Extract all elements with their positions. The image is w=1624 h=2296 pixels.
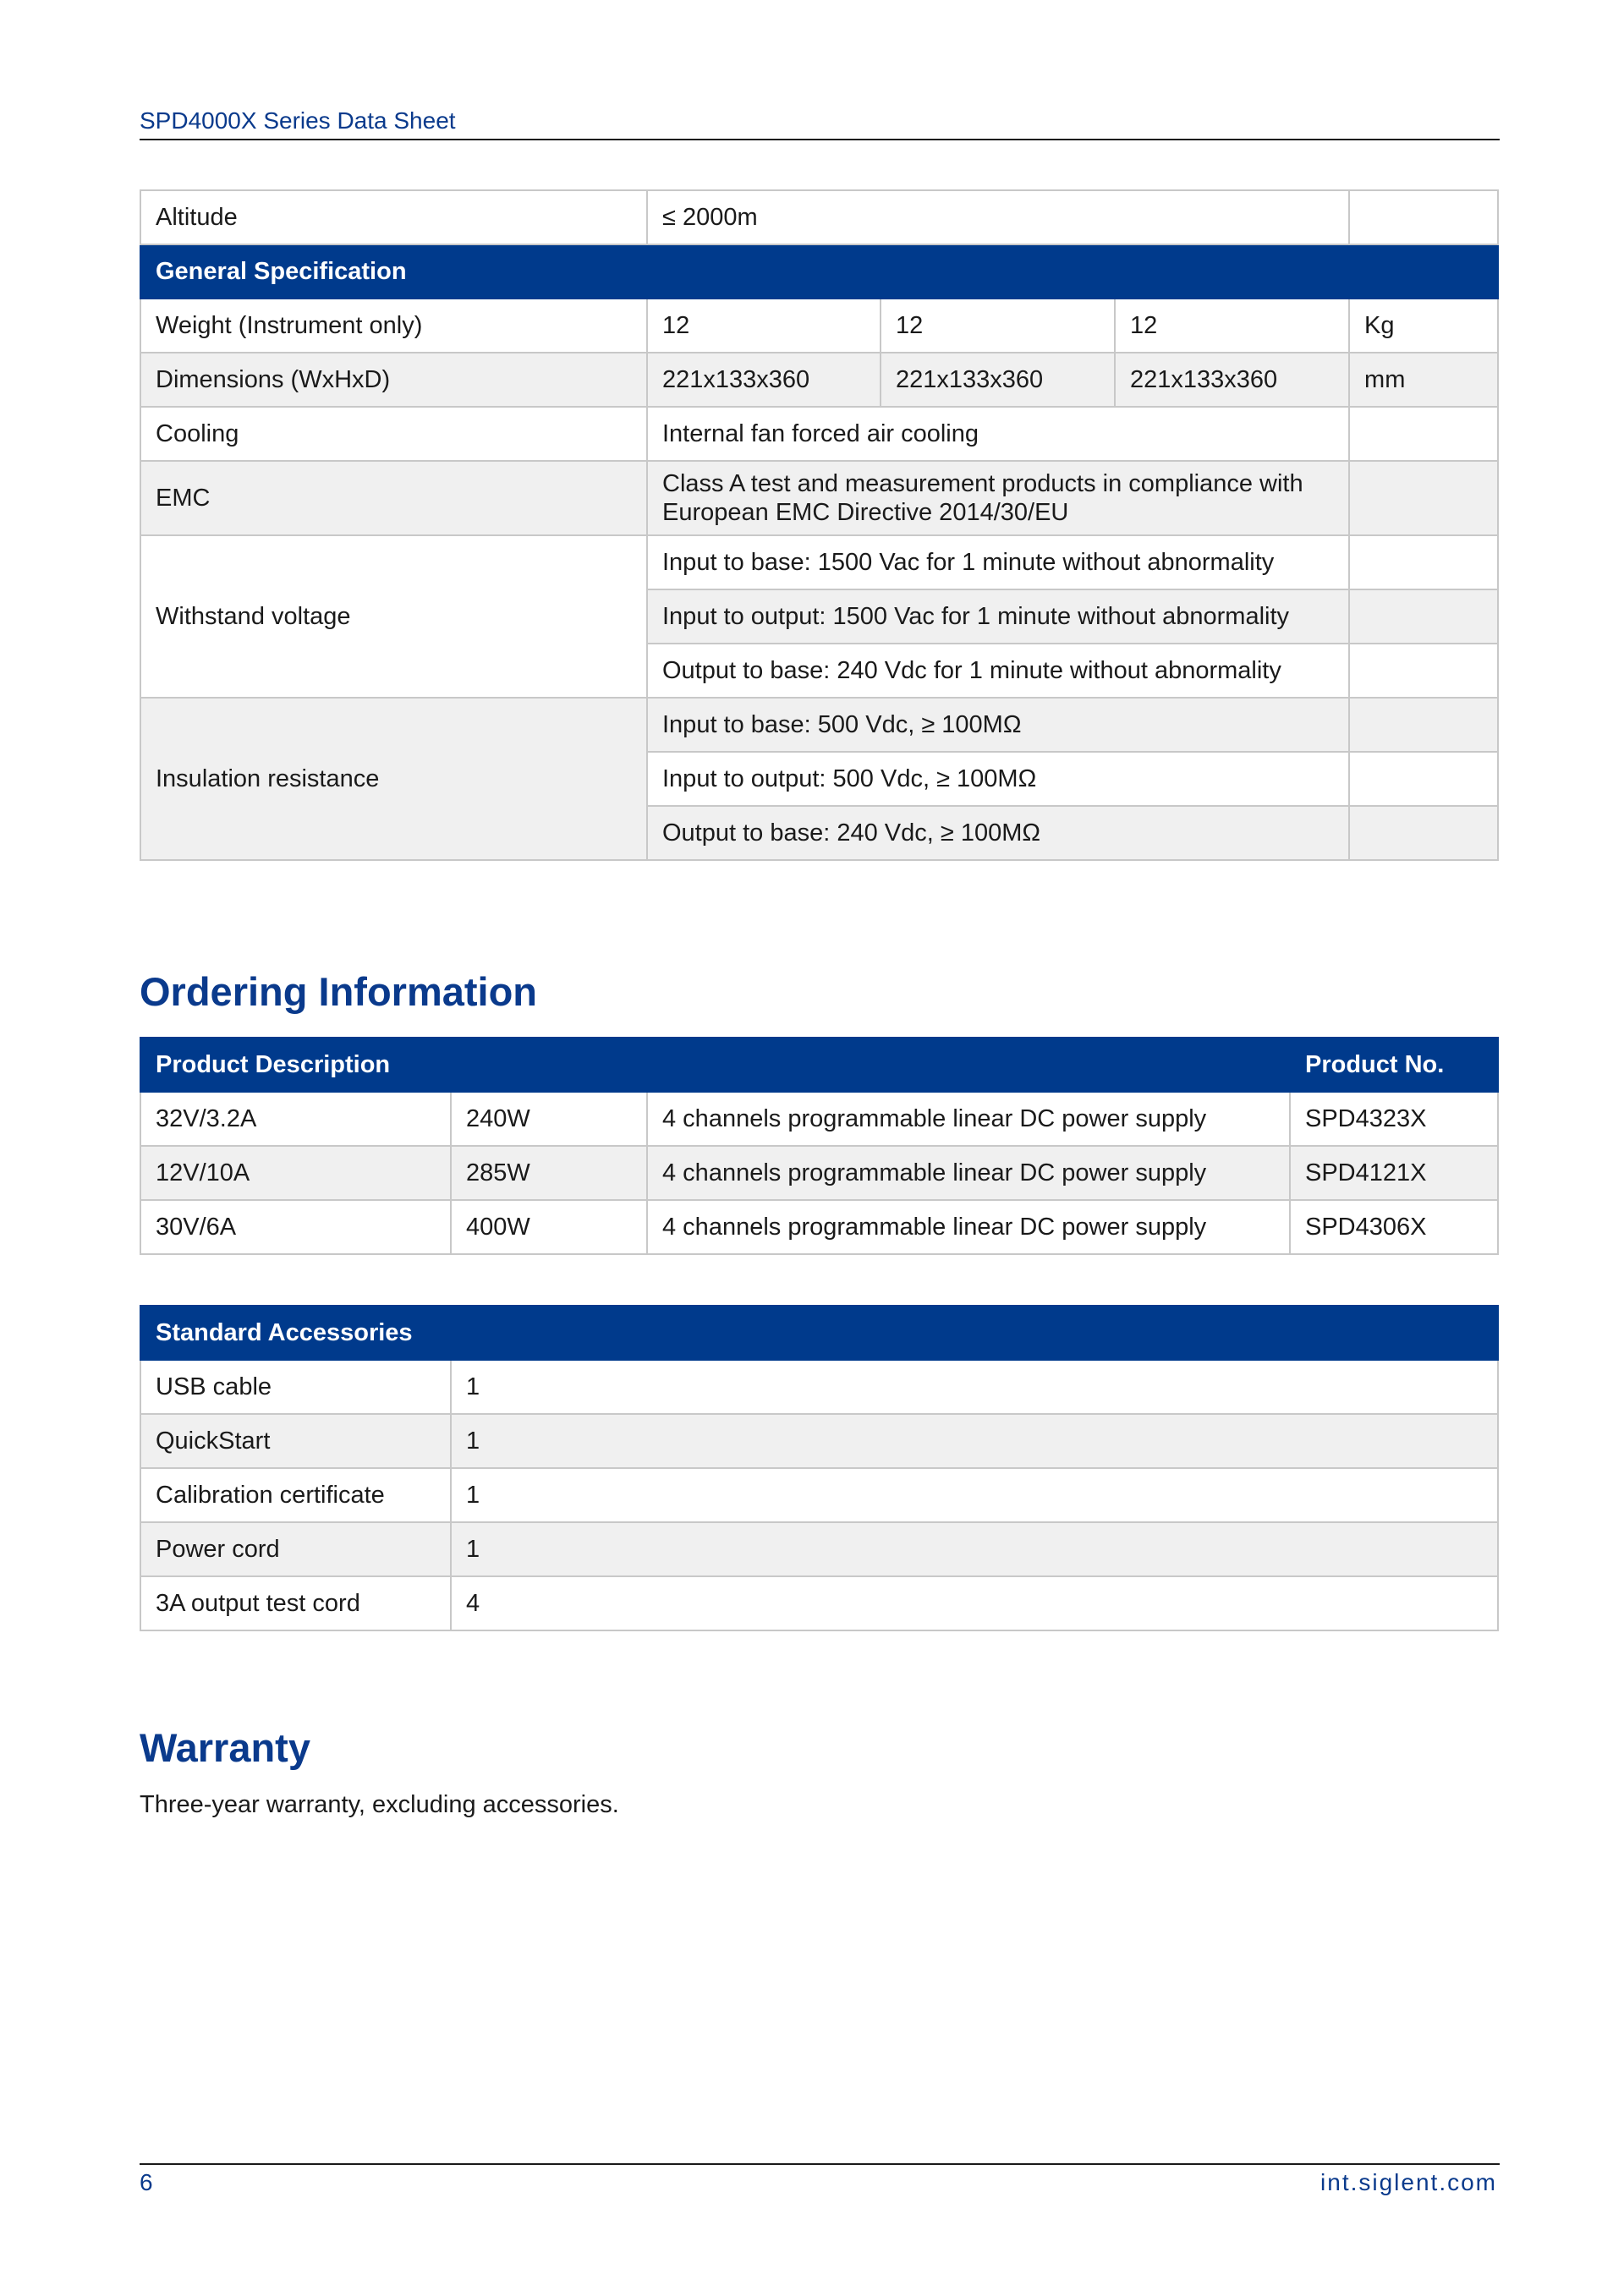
- spec-unit: [1349, 698, 1498, 752]
- spec-unit: [1349, 589, 1498, 644]
- spec-label: Withstand voltage: [140, 535, 647, 698]
- spec-unit: [1349, 461, 1498, 535]
- ordering-section-title: Ordering Information: [140, 969, 537, 1014]
- table-row: [140, 1522, 1498, 1576]
- spec-value: ≤ 2000m: [647, 190, 1349, 244]
- table-row: [140, 299, 1498, 353]
- accessories-table: [140, 1305, 1499, 1631]
- spec-unit: mm: [1349, 353, 1498, 407]
- spec-label: Cooling: [140, 407, 647, 461]
- table-row: [140, 353, 1498, 407]
- table-row: [140, 1468, 1498, 1522]
- spec-unit: [1349, 535, 1498, 589]
- spec-table: [140, 189, 1499, 861]
- website-link[interactable]: int.siglent.com: [1320, 2169, 1497, 2195]
- accessory-name: Power cord: [140, 1522, 451, 1576]
- accessory-qty: 1: [451, 1522, 1498, 1576]
- footer-rule: [140, 2163, 1500, 2165]
- general-spec-header: General Specification: [140, 244, 1498, 299]
- table-row: [140, 461, 1498, 535]
- accessory-qty: 1: [451, 1468, 1498, 1522]
- accessory-qty: 1: [451, 1360, 1498, 1414]
- product-range: 30V/6A: [140, 1200, 451, 1254]
- table-header-row: [140, 1038, 1498, 1092]
- spec-label: EMC: [140, 461, 647, 535]
- document-header-title: SPD4000X Series Data Sheet: [140, 107, 456, 134]
- spec-value: 221x133x360: [1115, 353, 1349, 407]
- spec-value: 221x133x360: [881, 353, 1115, 407]
- spec-unit: [1349, 407, 1498, 461]
- spec-label: Altitude: [140, 190, 647, 244]
- table-row: [140, 1200, 1498, 1254]
- product-power: 400W: [451, 1200, 647, 1254]
- spec-value: Input to output: 500 Vdc, ≥ 100MΩ: [647, 752, 1349, 806]
- product-no-header: Product No.: [1290, 1038, 1498, 1092]
- accessories-header: Standard Accessories: [140, 1306, 1498, 1360]
- warranty-section-title: Warranty: [140, 1725, 310, 1770]
- table-row: [140, 1146, 1498, 1200]
- table-row: [140, 1414, 1498, 1468]
- ordering-table: [140, 1037, 1499, 1255]
- product-no: SPD4121X: [1290, 1146, 1498, 1200]
- product-desc: 4 channels programmable linear DC power supply: [647, 1200, 1290, 1254]
- spec-value: Input to base: 1500 Vac for 1 minute without abnormality: [647, 535, 1349, 589]
- product-desc: 4 channels programmable linear DC power supply: [647, 1146, 1290, 1200]
- table-row: [140, 535, 1498, 589]
- table-row: [140, 1576, 1498, 1630]
- accessory-name: QuickStart: [140, 1414, 451, 1468]
- table-header-row: [140, 1306, 1498, 1360]
- header-rule: [140, 139, 1500, 140]
- accessory-qty: 1: [451, 1414, 1498, 1468]
- product-power: 240W: [451, 1092, 647, 1146]
- table-row: [140, 698, 1498, 752]
- accessory-name: 3A output test cord: [140, 1576, 451, 1630]
- spec-value: Input to output: 1500 Vac for 1 minute without abnormality: [647, 589, 1349, 644]
- product-range: 32V/3.2A: [140, 1092, 451, 1146]
- spec-label: Weight (Instrument only): [140, 299, 647, 353]
- table-section-header: [140, 244, 1498, 299]
- product-no: SPD4306X: [1290, 1200, 1498, 1254]
- spec-value: 221x133x360: [647, 353, 881, 407]
- product-no: SPD4323X: [1290, 1092, 1498, 1146]
- emc-line-1: Class A test and measurement products in compliance with: [662, 470, 1303, 497]
- spec-value: Output to base: 240 Vdc for 1 minute without abnormality: [647, 644, 1349, 698]
- spec-unit: [1349, 806, 1498, 860]
- spec-value: Output to base: 240 Vdc, ≥ 100MΩ: [647, 806, 1349, 860]
- spec-unit: [1349, 752, 1498, 806]
- table-row: [140, 190, 1498, 244]
- emc-line-2: European EMC Directive 2014/30/EU: [662, 499, 1069, 526]
- accessory-name: Calibration certificate: [140, 1468, 451, 1522]
- spec-value: 12: [881, 299, 1115, 353]
- product-description-header: Product Description: [140, 1038, 1290, 1092]
- warranty-text: Three-year warranty, excluding accessories.: [140, 1791, 619, 1818]
- page-number: 6: [140, 2169, 153, 2195]
- table-row: [140, 407, 1498, 461]
- spec-label: Dimensions (WxHxD): [140, 353, 647, 407]
- spec-value-emc: [647, 461, 1349, 535]
- accessory-name: USB cable: [140, 1360, 451, 1414]
- product-desc: 4 channels programmable linear DC power supply: [647, 1092, 1290, 1146]
- spec-value: Internal fan forced air cooling: [647, 407, 1349, 461]
- spec-label: Insulation resistance: [140, 698, 647, 860]
- spec-unit: [1349, 190, 1498, 244]
- spec-value: 12: [1115, 299, 1349, 353]
- spec-unit: Kg: [1349, 299, 1498, 353]
- product-power: 285W: [451, 1146, 647, 1200]
- spec-value: 12: [647, 299, 881, 353]
- spec-value: Input to base: 500 Vdc, ≥ 100MΩ: [647, 698, 1349, 752]
- table-row: [140, 1360, 1498, 1414]
- accessory-qty: 4: [451, 1576, 1498, 1630]
- spec-unit: [1349, 644, 1498, 698]
- table-row: [140, 1092, 1498, 1146]
- product-range: 12V/10A: [140, 1146, 451, 1200]
